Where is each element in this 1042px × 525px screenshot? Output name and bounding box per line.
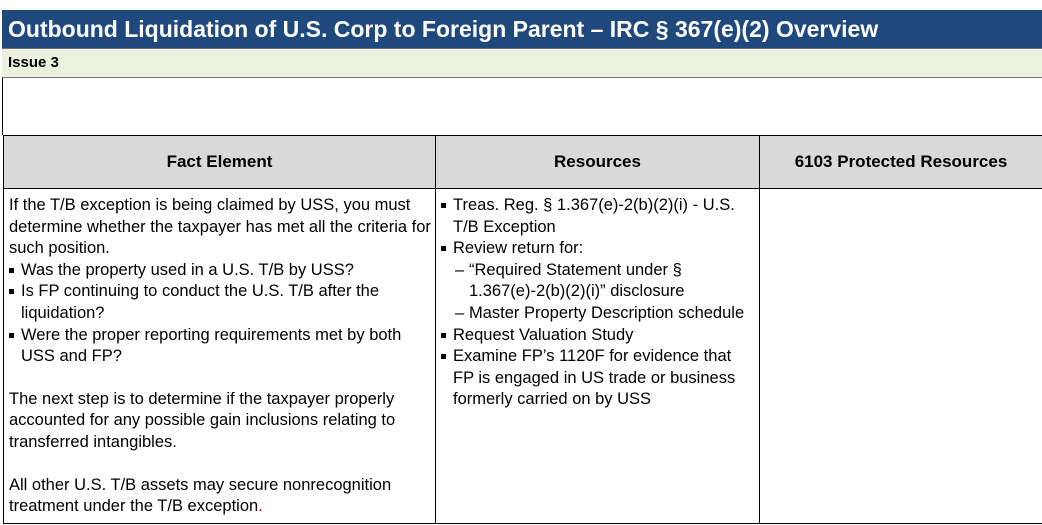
question-text: Were the proper reporting requirements met by both USS and FP? [21, 325, 402, 366]
list-item [441, 303, 755, 325]
list-item [441, 260, 755, 303]
resource-text: Review return for: [453, 239, 584, 258]
dash-icon: – [455, 303, 465, 322]
protected-resources-cell [760, 189, 1042, 524]
bullet-icon [441, 333, 446, 338]
fact-closing [9, 475, 431, 518]
page-title: Outbound Liquidation of U.S. Corp to Foreign Parent – IRC § 367(e)(2) Overview [2, 10, 1042, 48]
column-header-6103-protected: 6103 Protected Resources [760, 136, 1042, 189]
list-item [441, 325, 755, 347]
resource-text: Treas. Reg. § 1.367(e)-2(b)(2)(i) - U.S. T/B Exception [453, 196, 735, 236]
bullet-icon [441, 246, 446, 251]
table-header-row [4, 136, 1042, 189]
list-item [441, 238, 755, 324]
sub-resource-text: “Required Statement under § 1.367(e)-2(b)(2)(i)” disclosure [469, 260, 685, 301]
spacer [9, 368, 431, 389]
closing-text: All other U.S. T/B assets may secure nonrecognition treatment under the T/B exception [9, 475, 392, 516]
list-item [9, 325, 431, 368]
column-header-fact-element: Fact Element [4, 136, 436, 189]
table-row [4, 189, 1042, 524]
issue-label: Issue 3 [2, 48, 1042, 78]
resources-list [441, 195, 755, 411]
bullet-icon [441, 203, 446, 208]
fact-element-cell [4, 189, 436, 524]
fact-next-step: The next step is to determine if the taxpayer properly accounted for any possible gain inclusions relating to transferred intangibles. [9, 389, 396, 451]
bullet-icon [9, 268, 14, 273]
list-item [9, 260, 431, 282]
question-text: Was the property used in a U.S. T/B by USS? [21, 260, 354, 279]
bullet-icon [441, 354, 446, 359]
closing-mark: . [258, 497, 263, 516]
blank-row [2, 78, 1042, 135]
dash-icon: – [455, 260, 465, 279]
list-item [9, 281, 431, 324]
fact-question-list [9, 260, 431, 368]
bullet-icon [9, 333, 14, 338]
bullet-icon [9, 289, 14, 294]
resource-text: Examine FP’s 1120F for evidence that FP is engaged in US trade or business formerly carried on by USS [453, 347, 736, 409]
list-item [441, 346, 755, 411]
review-sublist [441, 260, 755, 325]
spacer [9, 454, 431, 475]
fact-intro: If the T/B exception is being claimed by USS, you must determine whether the taxpayer has met all the criteria for such position. [9, 196, 431, 258]
question-text: Is FP continuing to conduct the U.S. T/B after the liquidation? [21, 282, 380, 322]
resources-cell [436, 189, 760, 524]
sub-resource-text: Master Property Description schedule [469, 303, 745, 322]
issue-table [3, 135, 1042, 524]
list-item [441, 195, 755, 238]
column-header-resources: Resources [436, 136, 760, 189]
resource-text: Request Valuation Study [453, 325, 634, 344]
